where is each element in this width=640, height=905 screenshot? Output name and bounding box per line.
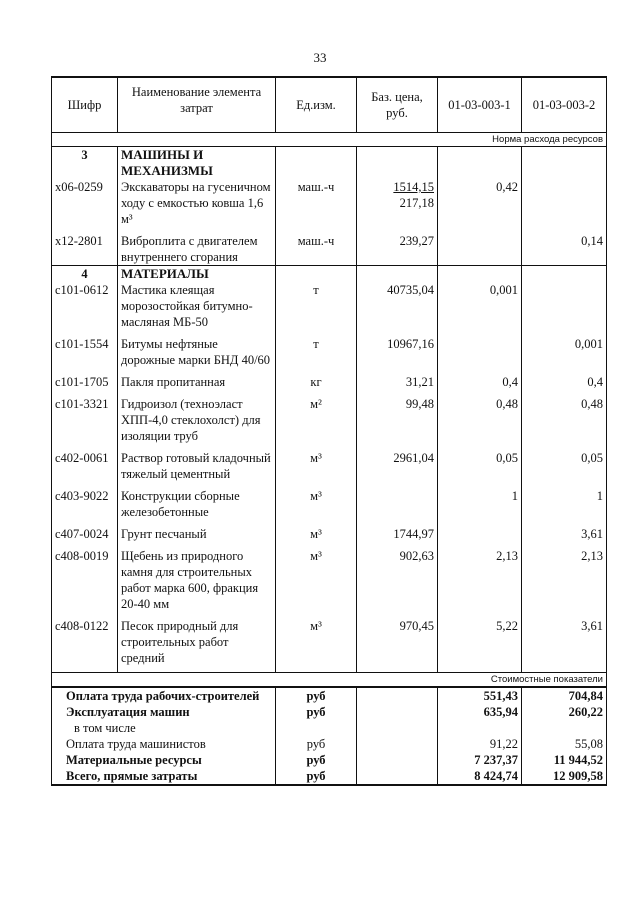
section-title: МАТЕРИАЛЫ (118, 266, 276, 283)
summary-row (52, 687, 607, 704)
resource-code: с101-0612 (52, 282, 118, 330)
table-row (52, 233, 607, 266)
table-row (52, 450, 607, 482)
base-price (357, 336, 438, 368)
resource-name: Пакля пропитанная (118, 374, 276, 390)
norm-value-col1: 0,48 (438, 396, 522, 444)
resource-unit: т (276, 336, 357, 368)
base-price (357, 282, 438, 330)
resource-code: х06-0259 (52, 179, 118, 227)
summary-unit: руб (276, 736, 357, 752)
summary-unit: руб (276, 768, 357, 785)
resource-unit: т (276, 282, 357, 330)
norm-value-col1: 0,4 (438, 374, 522, 390)
resource-code: х12-2801 (52, 233, 118, 266)
base-price (357, 548, 438, 612)
resource-code: с408-0122 (52, 618, 118, 666)
summary-unit (276, 720, 357, 736)
table-row (52, 282, 607, 330)
empty-cell (276, 266, 357, 283)
summary-value-col1 (438, 720, 522, 736)
header-col2: 01-03-003-2 (522, 77, 607, 133)
norm-value-col2: 1 (522, 488, 607, 520)
norm-value-col2: 0,48 (522, 396, 607, 444)
table-row (52, 618, 607, 666)
summary-value-col1: 635,94 (438, 704, 522, 720)
summary-value-col1: 7 237,37 (438, 752, 522, 768)
table-row (52, 336, 607, 368)
resource-name: Конструкции сборные железобетонные (118, 488, 276, 520)
base-price (357, 233, 438, 266)
resource-name (118, 179, 276, 227)
summary-value-col1: 551,43 (438, 687, 522, 704)
empty-cell (357, 147, 438, 180)
table-row (52, 488, 607, 520)
base-price-value: 31,21 (405, 375, 434, 389)
norm-value-col2: 3,61 (522, 526, 607, 542)
summary-unit: руб (276, 687, 357, 704)
summary-value-col2: 11 944,52 (522, 752, 607, 768)
summary-name: Материальные ресурсы (52, 752, 276, 768)
resource-code: с407-0024 (52, 526, 118, 542)
resource-table (51, 76, 607, 786)
resource-name: Песок природный для строительных работ средний (118, 618, 276, 666)
section-header-row (52, 266, 607, 283)
norm-value-col1: 0,05 (438, 450, 522, 482)
norm-value-col1 (438, 526, 522, 542)
summary-row (52, 752, 607, 768)
table-row (52, 179, 607, 227)
norm-value-col2: 0,14 (522, 233, 607, 266)
resource-name-text: Экскаваторы на гусеничном ходу с емкостью ковша 1,6 м³ (121, 180, 271, 226)
base-price-secondary: 217,18 (399, 196, 434, 210)
norm-value-col1: 0,001 (438, 282, 522, 330)
summary-name: Оплата труда машинистов (52, 736, 276, 752)
empty-cell (357, 736, 438, 752)
page-number: 33 (313, 50, 327, 65)
base-price (357, 618, 438, 666)
empty-cell (357, 687, 438, 704)
resource-unit: маш.-ч (276, 179, 357, 227)
base-price-value: 1514,15 (393, 180, 434, 194)
resource-unit: кг (276, 374, 357, 390)
resource-unit: м³ (276, 526, 357, 542)
base-price (357, 450, 438, 482)
summary-name: в том числе (52, 720, 276, 736)
resource-unit: м³ (276, 450, 357, 482)
norm-value-col1: 2,13 (438, 548, 522, 612)
resource-unit: маш.-ч (276, 233, 357, 266)
resource-code: с101-1705 (52, 374, 118, 390)
resource-unit: м³ (276, 548, 357, 612)
norm-value-col1: 1 (438, 488, 522, 520)
base-price-value: 239,27 (399, 234, 434, 248)
resource-name: Грунт песчаный (118, 526, 276, 542)
header-code: Шифр (52, 77, 118, 133)
norm-label: Норма расхода ресурсов (52, 133, 607, 147)
summary-value-col1: 91,22 (438, 736, 522, 752)
empty-cell (357, 266, 438, 283)
empty-cell (438, 147, 522, 180)
summary-value-col2 (522, 720, 607, 736)
norm-value-col1 (438, 336, 522, 368)
resource-code: с101-1554 (52, 336, 118, 368)
empty-cell (357, 720, 438, 736)
summary-value-col2: 55,08 (522, 736, 607, 752)
base-price (357, 374, 438, 390)
base-price-value: 970,45 (399, 619, 434, 633)
resource-unit: м³ (276, 618, 357, 666)
resource-name: Мастика клеящая морозостойкая битумно-масляная МБ-50 (118, 282, 276, 330)
resource-unit: м² (276, 396, 357, 444)
summary-value-col2: 12 909,58 (522, 768, 607, 785)
empty-cell (276, 147, 357, 180)
summary-row (52, 736, 607, 752)
section-header-row (52, 147, 607, 180)
norm-value-col2: 0,4 (522, 374, 607, 390)
summary-unit: руб (276, 704, 357, 720)
base-price (357, 488, 438, 520)
base-price-value: 10967,16 (387, 337, 434, 351)
norm-value-col2 (522, 179, 607, 227)
header-unit: Ед.изм. (276, 77, 357, 133)
section-number: 4 (52, 266, 118, 283)
empty-cell (522, 147, 607, 180)
header-price: Баз. цена, руб. (357, 77, 438, 133)
table-body (52, 133, 607, 786)
base-price-value: 99,48 (405, 397, 434, 411)
norm-value-col2: 3,61 (522, 618, 607, 666)
resource-name: Виброплита с двигателем внутреннего сгорания (118, 233, 276, 266)
cost-label: Стоимостные показатели (52, 673, 607, 688)
header-name: Наименование элемента затрат (118, 77, 276, 133)
summary-row (52, 720, 607, 736)
base-price (357, 526, 438, 542)
empty-cell (357, 768, 438, 785)
base-price (357, 396, 438, 444)
summary-value-col1: 8 424,74 (438, 768, 522, 785)
base-price-value: 1744,97 (393, 527, 434, 541)
section-number: 3 (52, 147, 118, 180)
resource-code: с408-0019 (52, 548, 118, 612)
empty-cell (357, 752, 438, 768)
resource-code: с101-3321 (52, 396, 118, 444)
norm-value-col2: 2,13 (522, 548, 607, 612)
summary-name: Оплата труда рабочих-строителей (52, 687, 276, 704)
summary-value-col2: 260,22 (522, 704, 607, 720)
norm-value-col1: 0,42 (438, 179, 522, 227)
summary-unit: руб (276, 752, 357, 768)
resource-unit: м³ (276, 488, 357, 520)
resource-code: с403-9022 (52, 488, 118, 520)
empty-cell (438, 266, 522, 283)
header-col1: 01-03-003-1 (438, 77, 522, 133)
norm-value-col1: 5,22 (438, 618, 522, 666)
resource-name: Гидроизол (техноэласт ХПП-4,0 стеклохолст) для изоляции труб (118, 396, 276, 444)
resource-code: с402-0061 (52, 450, 118, 482)
empty-cell (522, 266, 607, 283)
norm-label-row (52, 133, 607, 147)
norm-value-col2 (522, 282, 607, 330)
table-header-row (52, 77, 607, 133)
base-price-value: 902,63 (399, 549, 434, 563)
empty-cell (357, 704, 438, 720)
summary-name: Эксплуатация машин (52, 704, 276, 720)
summary-row (52, 768, 607, 785)
norm-value-col1 (438, 233, 522, 266)
table-row (52, 374, 607, 390)
cost-label-row (52, 673, 607, 688)
base-price-value: 40735,04 (387, 283, 434, 297)
resource-name: Раствор готовый кладочный тяжелый цементный (118, 450, 276, 482)
summary-value-col2: 704,84 (522, 687, 607, 704)
base-price-value: 2961,04 (393, 451, 434, 465)
base-price (357, 179, 438, 227)
summary-row (52, 704, 607, 720)
table-row (52, 548, 607, 612)
norm-value-col2: 0,05 (522, 450, 607, 482)
resource-name: Битумы нефтяные дорожные марки БНД 40/60 (118, 336, 276, 368)
norm-value-col2: 0,001 (522, 336, 607, 368)
section-title: МАШИНЫ И МЕХАНИЗМЫ (118, 147, 276, 180)
table-row (52, 526, 607, 542)
table-row (52, 396, 607, 444)
summary-name: Всего, прямые затраты (52, 768, 276, 785)
resource-name: Щебень из природного камня для строительных работ марка 600, фракция 20-40 мм (118, 548, 276, 612)
